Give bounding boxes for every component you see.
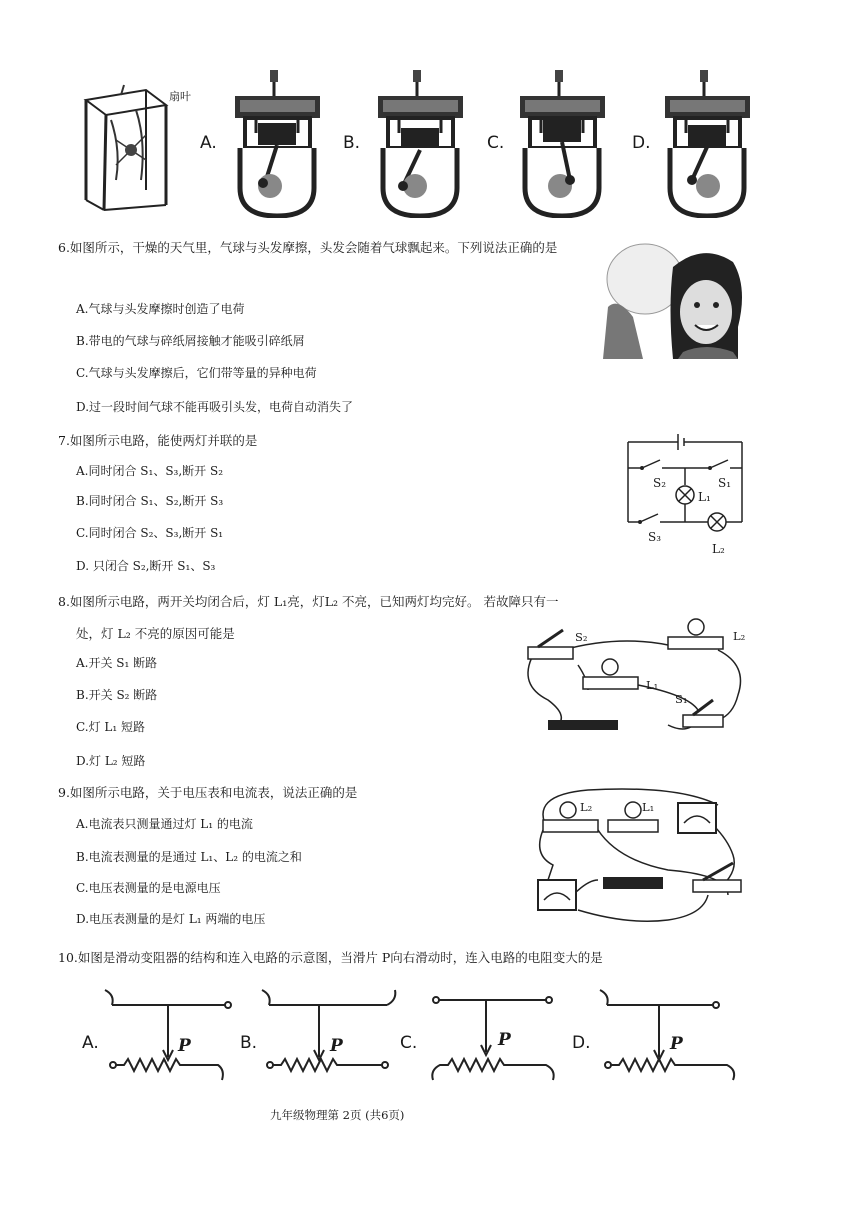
q6-option-c: C.气球与头发摩擦后，它们带等量的异种电荷 <box>76 366 317 380</box>
q10-stem: 10.如图是滑动变阻器的结构和连入电路的示意图，当滑片 P向右滑动时，连入电路的电阻变大的是 <box>58 950 603 965</box>
q9-label-l2: L₂ <box>580 800 593 814</box>
q8-stem-cont: 处，灯 L₂ 不亮的原因可能是 <box>76 626 235 641</box>
q8-label-s2: S₂ <box>575 630 588 644</box>
q8-label-l2: L₂ <box>733 629 746 643</box>
q7-label-s1: S₁ <box>718 476 732 490</box>
q8-label-s1: S₁ <box>675 692 688 706</box>
rheostat-b-diagram <box>257 985 402 1085</box>
q9-stem: 9.如图所示电路，关于电压表和电流表，说法正确的是 <box>58 785 358 800</box>
q8-stem: 8.如图所示电路，两开关均闭合后，灯 L₁亮，灯L₂ 不亮，已知两灯均完好。 若故障只有一 <box>58 594 559 609</box>
engine-option-d-label: D. <box>632 133 651 153</box>
q7-label-s3: S₃ <box>648 530 662 544</box>
engine-d-diagram <box>660 68 755 218</box>
slider-p-label-b: P <box>330 1036 343 1056</box>
q6-option-b: B.带电的气球与碎纸屑接触才能吸引碎纸屑 <box>76 334 305 348</box>
q9-option-b: B.电流表测量的是通过 L₁、L₂ 的电流之和 <box>76 850 302 864</box>
engine-b-diagram <box>373 68 468 218</box>
q6-option-d: D.过一段时间气球不能再吸引头发，电荷自动消失了 <box>76 400 354 414</box>
page-footer: 九年级物理第 2页 (共6页) <box>270 1108 405 1122</box>
rheostat-option-b-label: B. <box>240 1033 258 1053</box>
balloon-girl-photo <box>603 237 748 359</box>
q7-label-s2: S₂ <box>653 476 667 490</box>
slider-p-label-a: P <box>178 1036 191 1056</box>
rheostat-a-diagram <box>100 985 235 1085</box>
q7-label-l1: L₁ <box>698 490 711 504</box>
q9-option-d: D.电压表测量的是灯 L₁ 两端的电压 <box>76 912 266 926</box>
q8-option-b: B.开关 S₂ 断路 <box>76 688 158 702</box>
q6-option-a: A.气球与头发摩擦时创造了电荷 <box>76 302 245 316</box>
q7-option-a: A.同时闭合 S₁、S₃,断开 S₂ <box>76 464 224 478</box>
engine-option-b-label: B. <box>343 133 361 153</box>
q7-label-l2: L₂ <box>712 542 725 556</box>
q7-circuit-diagram <box>620 430 750 565</box>
q7-stem: 7.如图所示电路，能使两灯并联的是 <box>58 433 258 448</box>
q9-label-l1: L₁ <box>642 800 655 814</box>
q7-option-b: B.同时闭合 S₁、S₂,断开 S₃ <box>76 494 224 508</box>
q6-stem: 6.如图所示，干燥的天气里，气球与头发摩擦，头发会随着气球飘起来。下列说法正确的是 <box>58 240 558 255</box>
q8-option-c: C.灯 L₁ 短路 <box>76 720 145 734</box>
q8-label-l1: L₁ <box>646 678 659 692</box>
slider-p-label-c: P <box>498 1030 511 1050</box>
q8-option-d: D.灯 L₂ 短路 <box>76 754 146 768</box>
engine-option-c-label: C. <box>487 133 505 153</box>
slider-p-label-d: P <box>670 1034 683 1054</box>
q9-option-c: C.电压表测量的是电源电压 <box>76 881 221 895</box>
q9-circuit-picture <box>528 785 753 930</box>
rheostat-option-d-label: D. <box>572 1033 591 1053</box>
q7-option-c: C.同时闭合 S₂、S₃,断开 S₁ <box>76 526 224 540</box>
q8-circuit-picture <box>518 615 753 740</box>
fan-label: 扇叶 <box>169 90 191 103</box>
engine-a-diagram <box>230 68 325 218</box>
rheostat-option-c-label: C. <box>400 1033 418 1053</box>
q9-option-a: A.电流表只测量通过灯 L₁ 的电流 <box>76 817 253 831</box>
rheostat-option-a-label: A. <box>82 1033 99 1053</box>
q8-option-a: A.开关 S₁ 断路 <box>76 656 158 670</box>
engine-c-diagram <box>515 68 610 218</box>
engine-option-a-label: A. <box>200 133 217 153</box>
q7-option-d: D. 只闭合 S₂,断开 S₁、S₃ <box>76 559 216 573</box>
